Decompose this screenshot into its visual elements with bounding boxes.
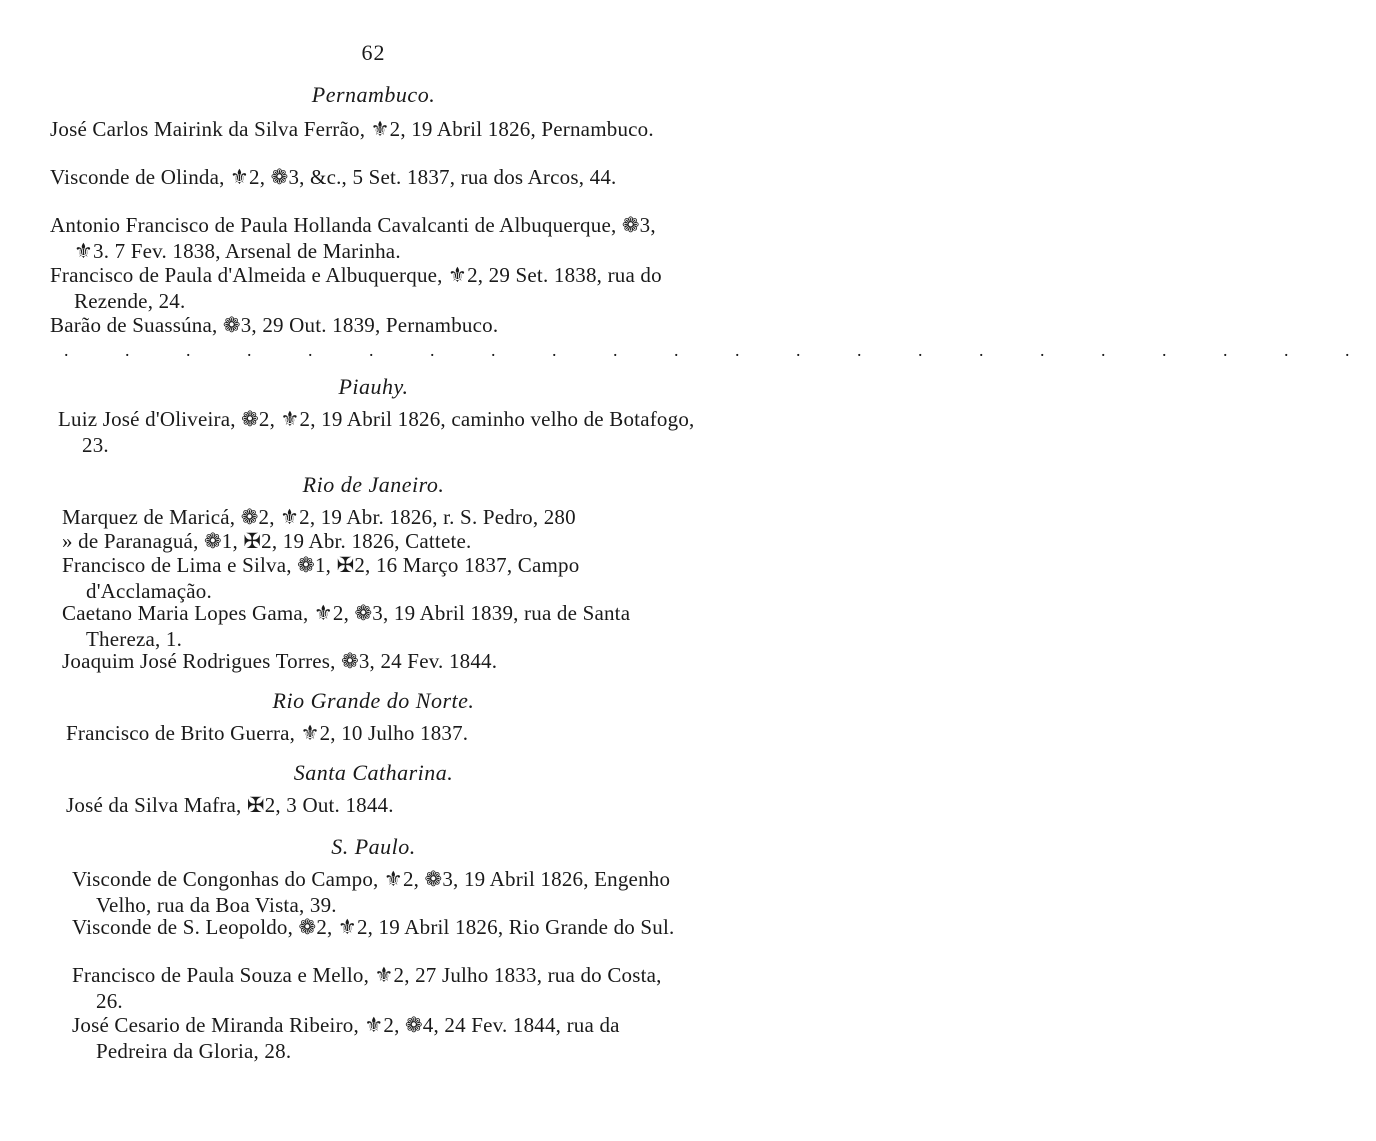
- entry: Visconde de Congonhas do Campo, ⚜2, ❁3, 19 Abril 1826, Engenho Velho, rua da Boa Vista, 39.: [72, 867, 671, 917]
- section-heading-piauhy: Piauhy.: [338, 374, 409, 399]
- entry: Visconde de Olinda, ⚜2, ❁3, &c., 5 Set. 1837, rua dos Arcos, 44.: [50, 165, 617, 189]
- section-heading-rio-grande-do-norte: Rio Grande do Norte.: [272, 688, 475, 713]
- entry: Joaquim José Rodrigues Torres, ❁3, 24 Fev. 1844.: [62, 649, 498, 673]
- entry: Marquez de Maricá, ❁2, ⚜2, 19 Abr. 1826, r. S. Pedro, 280: [62, 505, 576, 529]
- entry: Antonio Francisco de Paula Hollanda Cavalcanti de Albuquerque, ❁3, ⚜3. 7 Fev. 1838, Arsenal de Marinha.: [50, 213, 656, 263]
- entry: Francisco de Lima e Silva, ❁1, ✠2, 16 Março 1837, Campo d'Acclamação.: [62, 553, 580, 603]
- entry: José Cesario de Miranda Ribeiro, ⚜2, ❁4, 24 Fev. 1844, rua da Pedreira da Gloria, 28.: [72, 1013, 620, 1063]
- entry: » de Paranaguá, ❁1, ✠2, 19 Abr. 1826, Cattete.: [62, 529, 472, 553]
- entry: José Carlos Mairink da Silva Ferrão, ⚜2, 19 Abril 1826, Pernambuco.: [50, 117, 654, 141]
- section-heading-santa-catharina: Santa Catharina.: [293, 760, 454, 785]
- section-heading-rio-de-janeiro: Rio de Janeiro.: [302, 472, 445, 497]
- entry: José da Silva Mafra, ✠2, 3 Out. 1844.: [66, 793, 394, 817]
- page-number: 62: [361, 40, 386, 65]
- entry: Francisco de Paula Souza e Mello, ⚜2, 27 Julho 1833, rua do Costa, 26.: [72, 963, 662, 1013]
- entry: Visconde de S. Leopoldo, ❁2, ⚜2, 19 Abril 1826, Rio Grande do Sul.: [72, 915, 675, 939]
- entry: Barão de Suassúna, ❁3, 29 Out. 1839, Pernambuco.: [50, 313, 499, 337]
- entry: Caetano Maria Lopes Gama, ⚜2, ❁3, 19 Abril 1839, rua de Santa Thereza, 1.: [62, 601, 631, 651]
- entry: Francisco de Paula d'Almeida e Albuquerque, ⚜2, 29 Set. 1838, rua do Rezende, 24.: [50, 263, 662, 313]
- entry: Luiz José d'Oliveira, ❁2, ⚜2, 19 Abril 1826, caminho velho de Botafogo, 23.: [58, 407, 695, 457]
- section-heading-pernambuco: Pernambuco.: [311, 82, 436, 107]
- entry: Francisco de Brito Guerra, ⚜2, 10 Julho 1837.: [66, 721, 469, 745]
- section-heading-s-paulo: S. Paulo.: [331, 834, 416, 859]
- separator-dots: . . . . . . . . . . . . . . . . . . . . . .: [64, 340, 1376, 360]
